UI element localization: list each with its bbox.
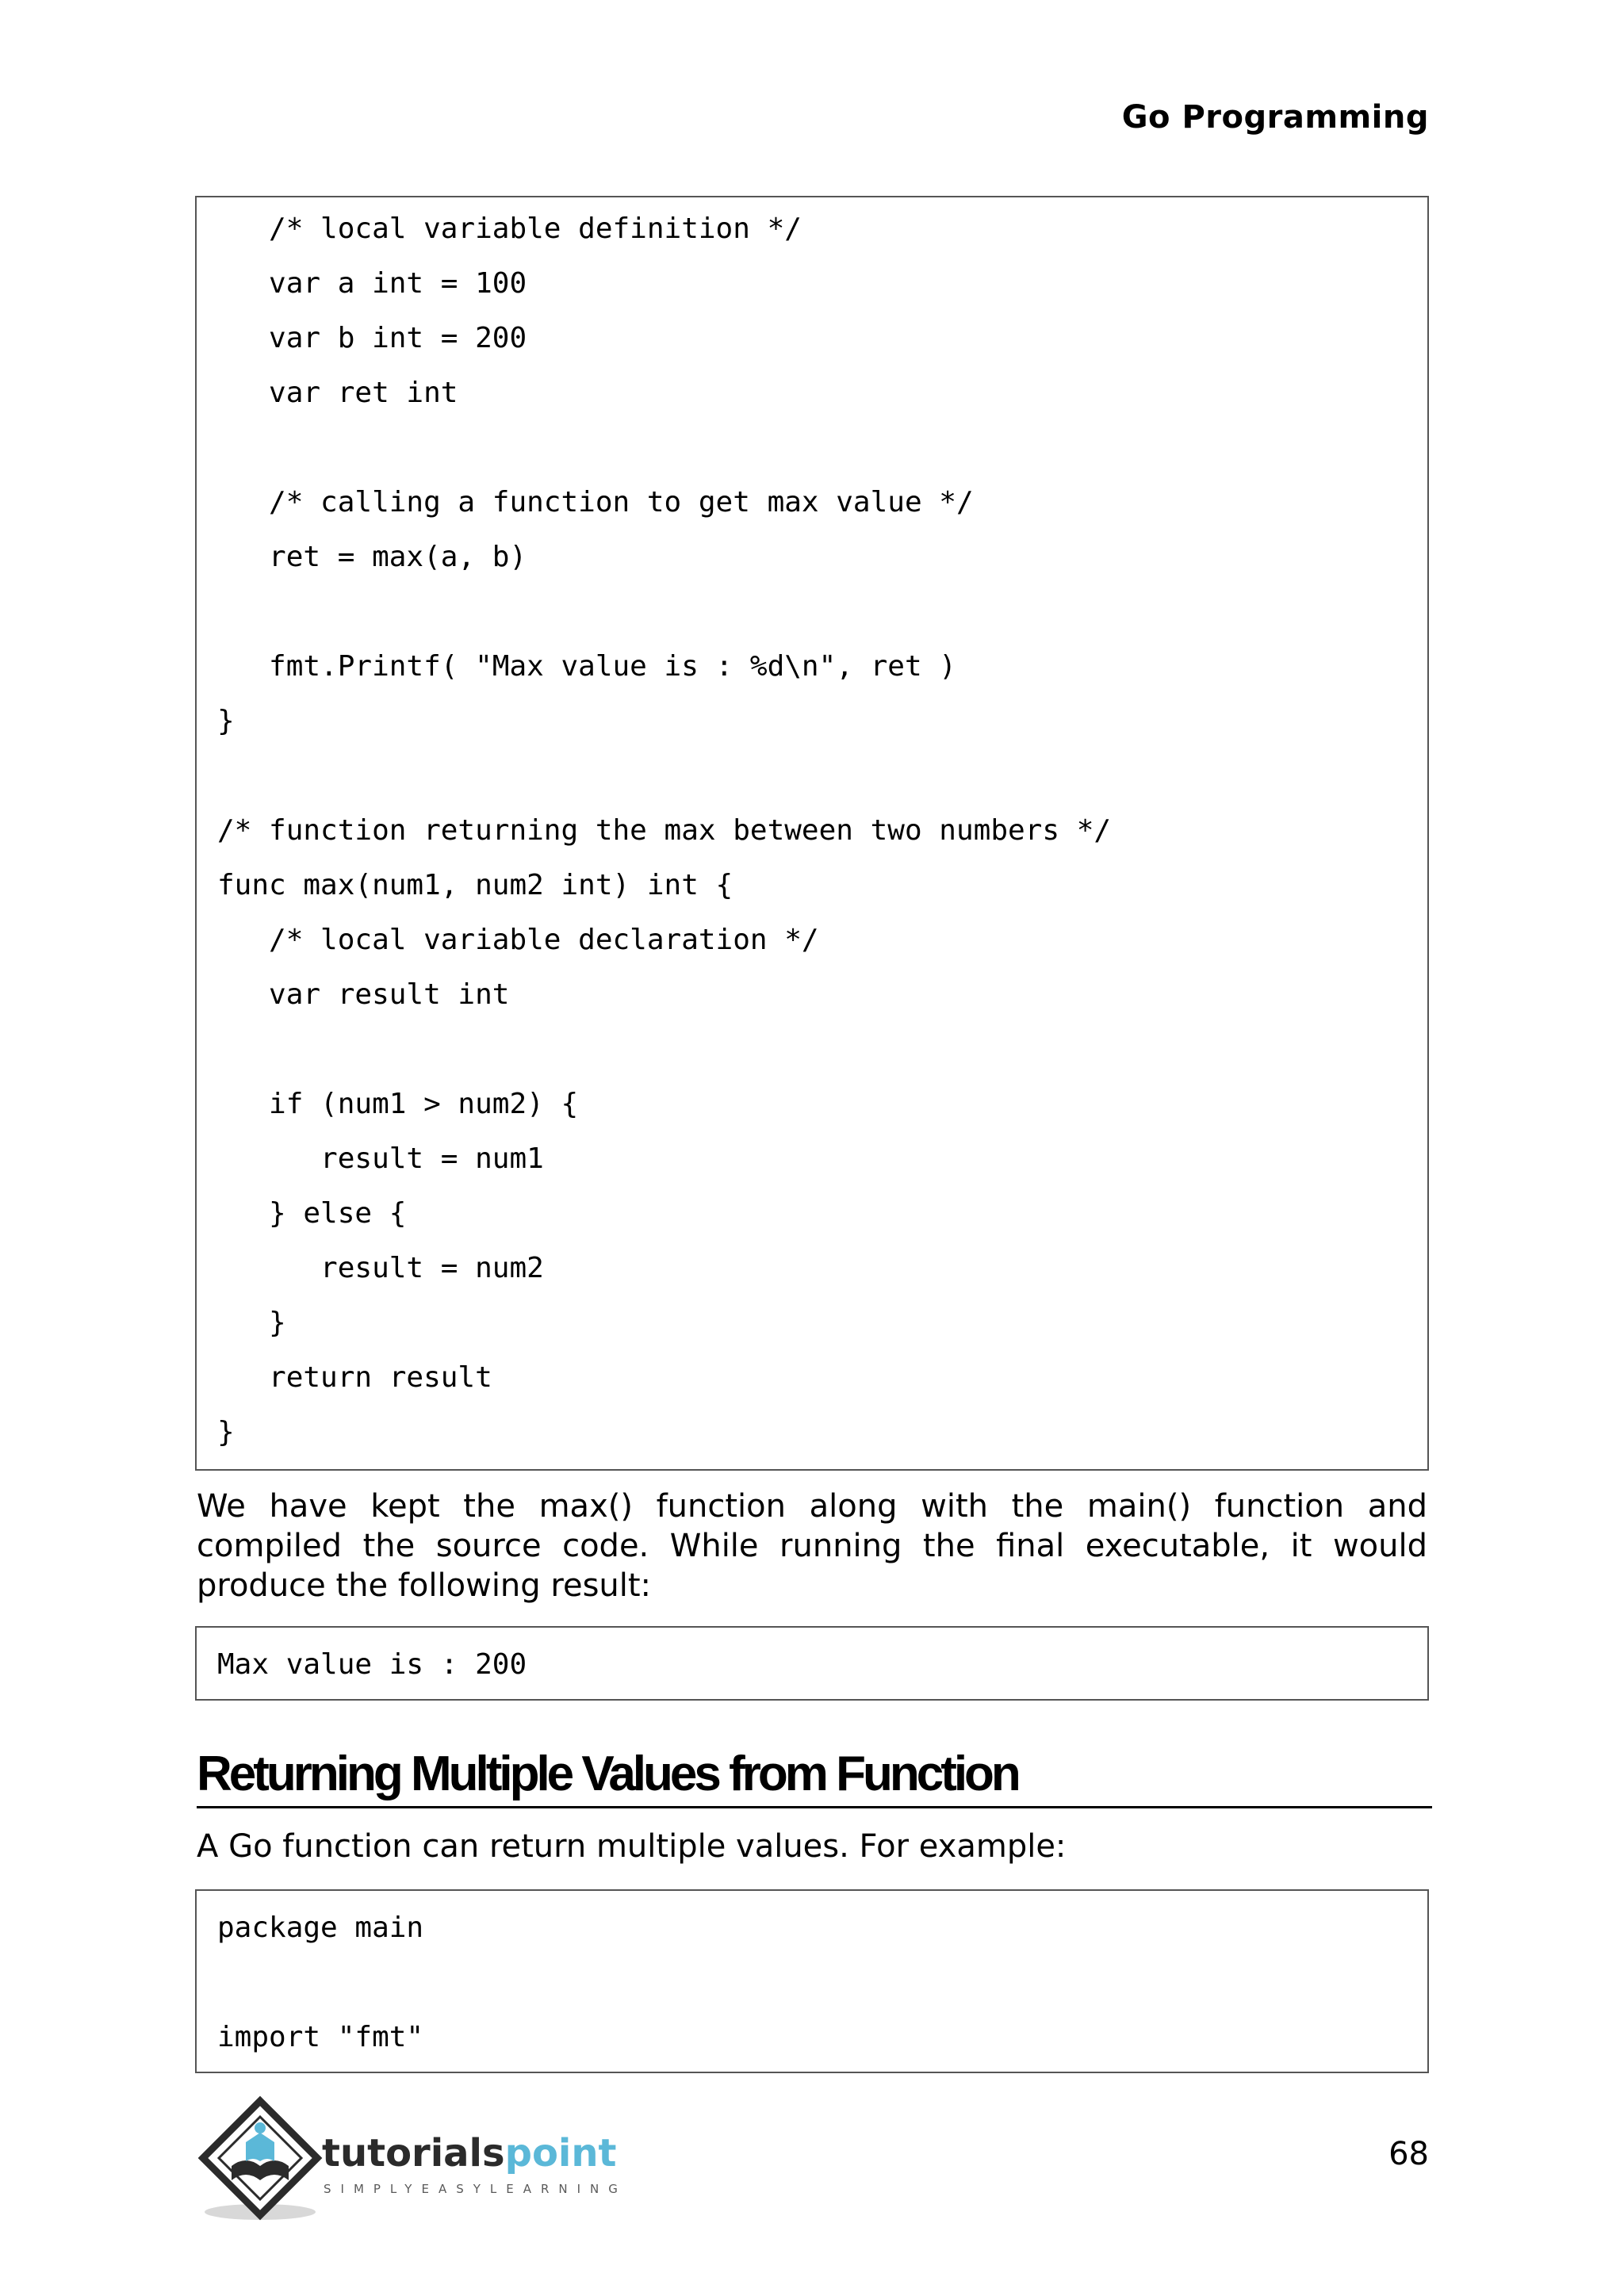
code-block-package bbox=[195, 1889, 1429, 2073]
code-line bbox=[197, 420, 1427, 475]
body-paragraph-intro: A Go function can return multiple values. For example: bbox=[197, 1828, 1067, 1865]
code-line: result = num1 bbox=[217, 1142, 544, 1175]
code-line: var b int = 200 bbox=[217, 322, 527, 354]
code-line: if (num1 > num2) { bbox=[217, 1088, 579, 1120]
code-line: var result int bbox=[217, 978, 510, 1011]
code-line: /* function returning the max between two numbers */ bbox=[217, 814, 1112, 847]
code-line: /* local variable declaration */ bbox=[217, 924, 819, 956]
running-header: Go Programming bbox=[1121, 99, 1429, 136]
code-line: var ret int bbox=[217, 377, 458, 409]
page-number: 68 bbox=[1388, 2136, 1429, 2172]
code-line bbox=[197, 748, 1427, 803]
tutorialspoint-logo-icon bbox=[195, 2093, 639, 2228]
logo-wordmark: tutorialspoint bbox=[322, 2131, 617, 2175]
code-line: } bbox=[217, 1416, 235, 1448]
code-line: Max value is : 200 bbox=[217, 1648, 527, 1681]
code-line bbox=[197, 1022, 1427, 1077]
code-line bbox=[197, 1955, 1427, 2010]
logo-tagline: SIMPLYEASYLEARNING bbox=[324, 2182, 627, 2196]
code-block-output bbox=[195, 1626, 1429, 1701]
code-line: fmt.Printf( "Max value is : %d\n", ret ) bbox=[217, 650, 956, 683]
code-line: return result bbox=[217, 1361, 492, 1394]
code-line: } else { bbox=[217, 1197, 407, 1230]
code-line: /* calling a function to get max value */ bbox=[217, 486, 974, 519]
code-line: ret = max(a, b) bbox=[217, 541, 527, 573]
code-line bbox=[197, 584, 1427, 639]
code-line: import "fmt" bbox=[217, 2021, 424, 2053]
code-block-max-function bbox=[195, 196, 1429, 1471]
code-line: package main bbox=[217, 1911, 424, 1944]
code-line: var a int = 100 bbox=[217, 267, 527, 300]
code-line: func max(num1, num2 int) int { bbox=[217, 869, 733, 901]
body-paragraph-compile-note: We have kept the max() function along with the main() function and compiled the source code. While running the final executable, it would produce the following result: bbox=[197, 1488, 1427, 1604]
code-line: result = num2 bbox=[217, 1252, 544, 1284]
code-line: /* local variable definition */ bbox=[217, 212, 802, 245]
section-heading: Returning Multiple Values from Function bbox=[197, 1744, 1432, 1808]
code-line: } bbox=[217, 1307, 286, 1339]
tutorialspoint-logo bbox=[195, 2093, 639, 2228]
code-line: } bbox=[217, 705, 235, 737]
